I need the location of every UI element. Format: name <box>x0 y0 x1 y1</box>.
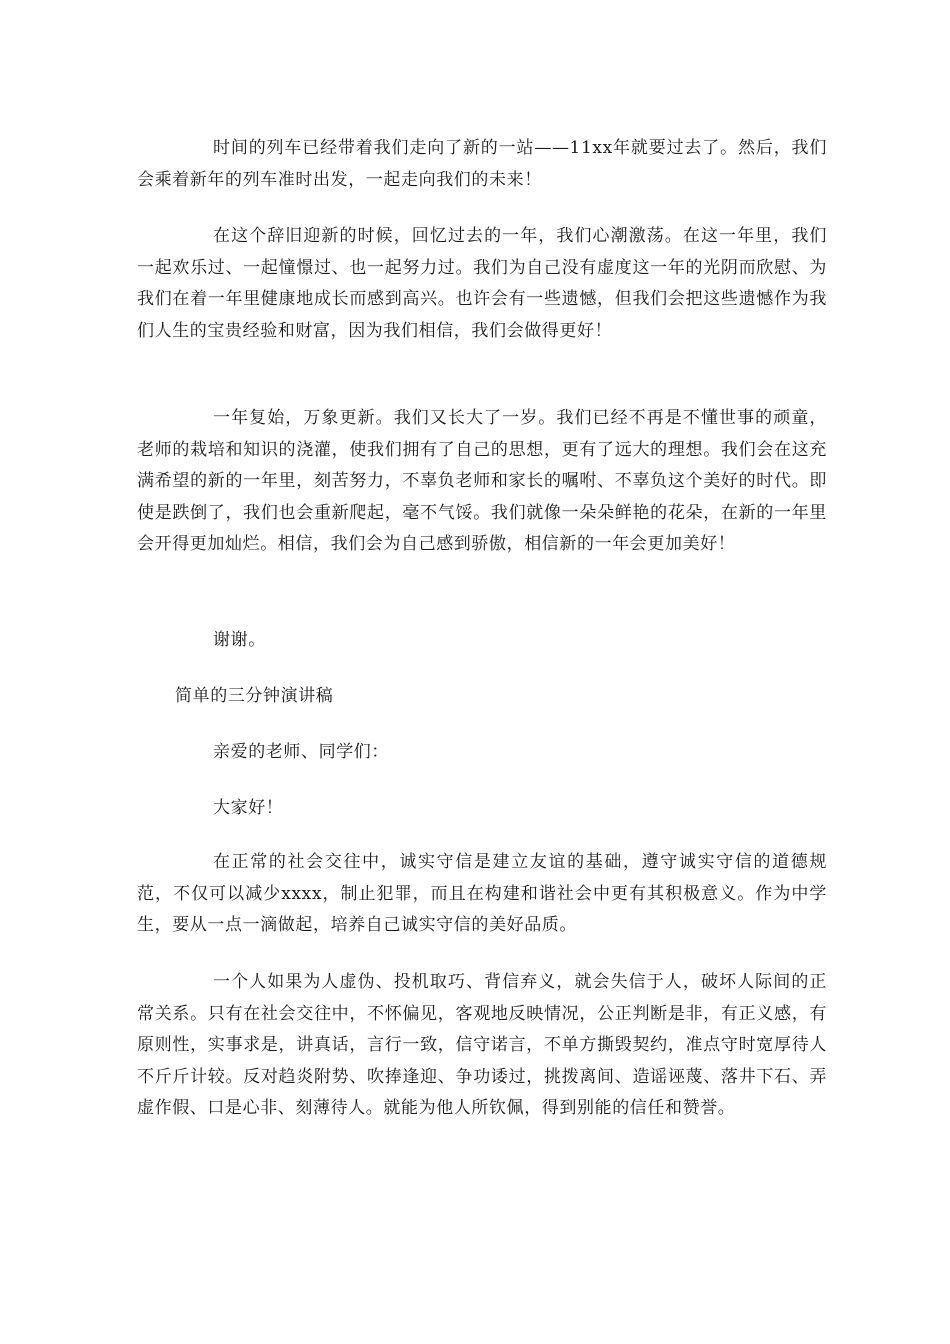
paragraph-growth: 一年复始，万象更新。我们又长大了一岁。我们已经不再是不懂世事的顽童，老师的栽培和知识的浇灌，使我们拥有了自己的思想，更有了远大的理想。我们会在这充满希望的新的一年里，刻苦努力，不辜负老师和家长的嘱咐、不辜负这个美好的时代。即使是跌倒了，我们也会重新爬起，毫不气馁。我们就像一朵朵鲜艳的花朵，在新的一年里会开得更加灿烂。相信，我们会为自己感到骄傲，相信新的一年会更加美好！ <box>137 408 827 554</box>
paragraph-honesty: 在正常的社会交往中，诚实守信是建立友谊的基础，遵守诚实守信的道德规范，不仅可以减少xxxx，制止犯罪，而且在构建和谐社会中更有其积极意义。作为中学生，要从一点一滴做起，培养自己诚实守信的美好品质。 <box>137 852 827 935</box>
paragraph-integrity: 一个人如果为人虚伪、投机取巧、背信弃义，就会失信于人，破坏人际间的正常关系。只有在社会交往中，不怀偏见，客观地反映情况，公正判断是非，有正义感，有原则性，实事求是，讲真话，言行一致，信守诺言，不单方撕毁契约，准点守时宽厚待人不斤斤计较。反对趋炎附势、吹捧逢迎、争功诿过，挑拨离间、造谣诬蔑、落井下石、弄虚作假、口是心非、刻薄待人。就能为他人所钦佩，得到别能的信任和赞誉。 <box>137 972 827 1118</box>
paragraph-new-year-train: 时间的列车已经带着我们走向了新的一站——11xx年就要过去了。然后，我们会乘着新年的列车准时出发，一起走向我们的未来！ <box>137 138 827 190</box>
paragraph-reflection: 在这个辞旧迎新的时候，回忆过去的一年，我们心潮激荡。在这一年里，我们一起欢乐过、一起憧憬过、也一起努力过。我们为自己没有虚度这一年的光阴而欣慰、为我们在着一年里健康地成长而感到高兴。也许会有一些遗憾，但我们会把这些遗憾作为我们人生的宝贵经验和财富，因为我们相信，我们会做得更好！ <box>137 226 827 341</box>
greeting: 大家好！ <box>213 798 284 818</box>
section-title: 简单的三分钟演讲稿 <box>175 686 334 706</box>
salutation: 亲爱的老师、同学们： <box>213 742 389 762</box>
paragraph-thanks: 谢谢。 <box>213 630 266 650</box>
